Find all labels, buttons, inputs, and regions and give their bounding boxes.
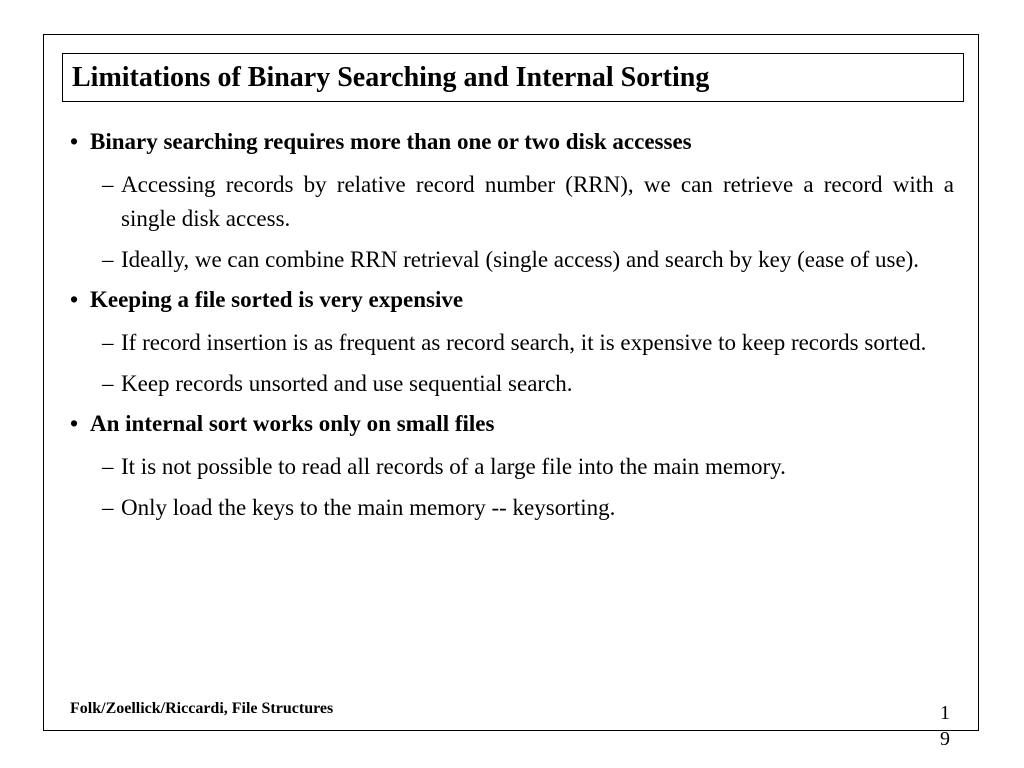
bullet-item [70, 408, 954, 440]
bullet-marker: • [70, 287, 79, 312]
bullet-marker: • [70, 411, 79, 436]
sub-bullet-item [102, 168, 954, 236]
sub-bullet-text: Accessing records by relative record number (RRN), we can retrieve a record with a single disk access. [121, 172, 954, 231]
sub-bullet-marker: – [102, 330, 114, 355]
sub-bullet-item [102, 491, 954, 525]
sub-bullet-text: If record insertion is as frequent as record search, it is expensive to keep records sorted. [121, 330, 927, 355]
sub-bullet-text: Ideally, we can combine RRN retrieval (single access) and search by key (ease of use). [121, 247, 920, 272]
sub-bullet-text: Keep records unsorted and use sequential search. [121, 371, 573, 396]
bullet-marker: • [70, 129, 79, 154]
page-number: 19 [940, 702, 950, 750]
slide-content [70, 126, 954, 532]
bullet-item [70, 126, 954, 158]
bullet-text: Keeping a file sorted is very expensive [90, 287, 464, 312]
bullet-text: An internal sort works only on small files [90, 411, 495, 436]
footer-source: Folk/Zoellick/Riccardi, File Structures [70, 700, 334, 717]
sub-bullet-marker: – [102, 247, 114, 272]
sub-bullet-item [102, 367, 954, 401]
sub-bullet-marker: – [102, 454, 114, 479]
sub-bullet-marker: – [102, 172, 114, 197]
sub-bullet-marker: – [102, 495, 114, 520]
sub-bullet-text: It is not possible to read all records of a large file into the main memory. [121, 454, 786, 479]
sub-bullet-text: Only load the keys to the main memory -- keysorting. [121, 495, 616, 520]
sub-bullet-item [102, 326, 954, 360]
sub-bullet-item [102, 450, 954, 484]
bullet-text: Binary searching requires more than one or two disk accesses [90, 129, 692, 154]
sub-bullet-marker: – [102, 371, 114, 396]
bullet-item [70, 284, 954, 316]
sub-bullet-item [102, 243, 954, 277]
slide-title: Limitations of Binary Searching and Internal Sorting [72, 61, 710, 93]
slide-title-box [62, 53, 964, 102]
